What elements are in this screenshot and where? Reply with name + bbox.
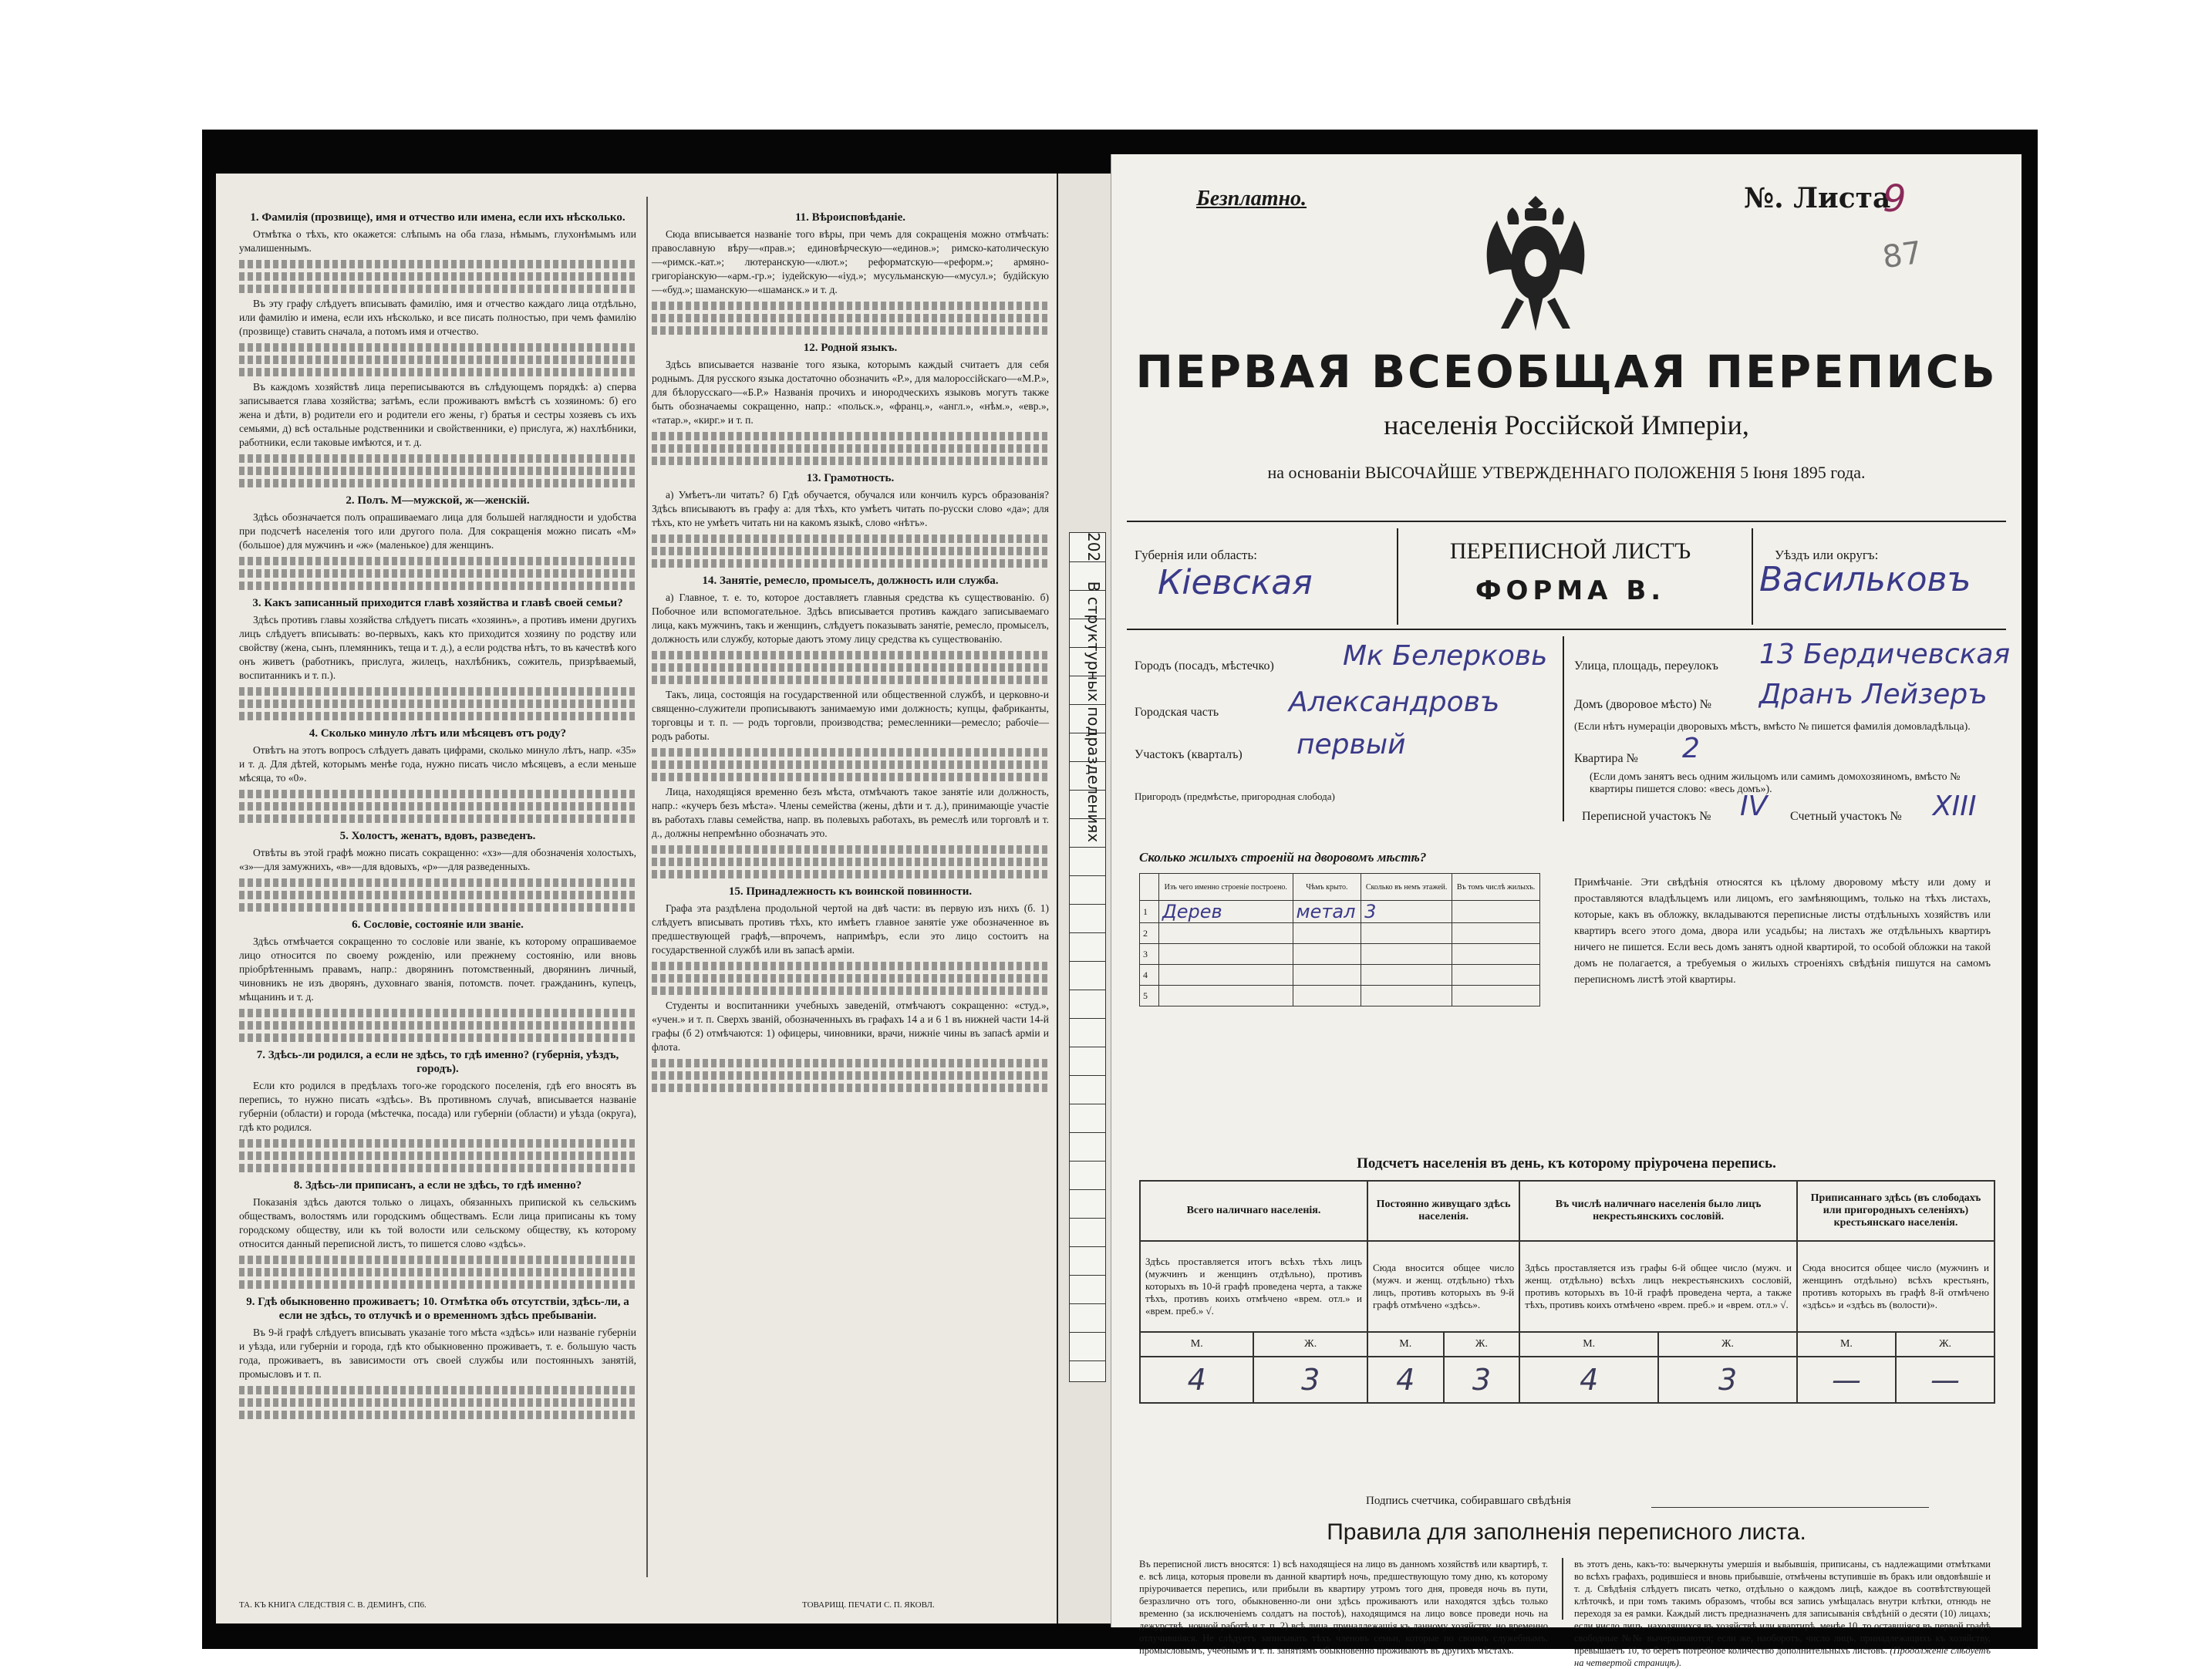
- illegible-text-line: [652, 457, 1049, 465]
- archive-label: [1083, 532, 1103, 1381]
- suburb-label: Пригородъ (предмѣстье, пригородная слобода): [1135, 791, 1335, 802]
- illegible-text-line: [652, 1059, 1049, 1067]
- instruction-heading: 15. Принадлежность къ воинской повинности.: [728, 885, 973, 898]
- illegible-text-line: [652, 962, 1049, 970]
- count-district-value: XIII: [1933, 791, 1977, 822]
- building-cell-floors: [1361, 986, 1452, 1006]
- city-value: Мк Белерковь: [1343, 640, 1548, 672]
- illegible-text-line: [239, 1009, 636, 1017]
- pop-desc-peasant: Сюда вносится общее число (мужчинъ и женщинъ отдѣльно) всѣхъ крестьянъ, противъ которыхъ въ графѣ 8-й отмѣчено «здѣсь» и «здѣсь въ (волости)».: [1797, 1241, 1995, 1332]
- rules-continuation: (Продолженіе слѣдуетъ на четвертой страницѣ).: [1574, 1645, 1991, 1668]
- population-value: 4: [1367, 1357, 1444, 1403]
- instruction-heading: 6. Сословіе, состояніе или званіе.: [352, 919, 524, 931]
- instruction-paragraph: Здѣсь вписывается названіе того языка, которымъ каждый считаетъ для себя роднымъ. Для русского языка достаточно обозначить «Р.», для малороссійскаго—«М.Р.», для бѣлорусскаго—«Б.Р.» Названія прочихъ и инородческихъ языковъ могутъ также быть обозначаемы сокращенно, напр.: «польск.», «франц.», «англ.», «нѣм.», «евр.», «татар.», «кирг.» и т. п.: [652, 359, 1049, 426]
- census-district-label: Переписной участокъ №: [1582, 810, 1711, 823]
- building-cell-roof: [1293, 923, 1361, 944]
- list-title: ПЕРЕПИСНОЙ ЛИСТЪ: [1449, 538, 1691, 564]
- uyezd-value: Васильковъ: [1759, 560, 1971, 599]
- instruction-paragraph: Показанія здѣсь даются только о лицахъ, обязанныхъ припиской къ сельскимъ обществамъ, волостямъ или городскимъ обществамъ. Если лица приписаны къ тому городскому обществу, или къ той волости или сельскому обществу, къ которому относится данный переписной листъ, то пишется слово «здѣсь».: [239, 1196, 636, 1249]
- pop-desc-permanent: Сюда вносится общее число (мужч. и женщ. отдѣльно) тѣхъ лицъ, противъ которыхъ въ 9-й графѣ отмѣчено «здѣсь».: [1367, 1241, 1519, 1332]
- building-row: [1140, 901, 1540, 923]
- illegible-text-line: [652, 547, 1049, 555]
- population-value: 3: [1658, 1357, 1797, 1403]
- instruction-paragraph: Отвѣтъ на этотъ вопросъ слѣдуетъ давать цифрами, сколько минуло лѣтъ, напр. «35» и т. д. Для дѣтей, которымъ менѣе года, нужно писать число мѣсяцевъ, а если меньше мѣсяца, то «0».: [239, 744, 636, 784]
- gubernia-value: Кіевская: [1158, 563, 1313, 602]
- city-part-label: Городская часть: [1135, 706, 1219, 719]
- illegible-text-line: [239, 891, 636, 899]
- city-label: Городъ (посадъ, мѣстечко): [1135, 659, 1274, 673]
- census-main-title: ПЕРВАЯ ВСЕОБЩАЯ ПЕРЕПИСЬ: [1135, 346, 1998, 398]
- apartment-label: Квартира №: [1574, 752, 1638, 765]
- illegible-text-line: [652, 432, 1049, 440]
- rules-column-2-text: въ этотъ день, какъ-то: вычеркнуты умершія и выбывшія, приписаны, съ надлежащими отмѣтками во всѣхъ графахъ, родившіеся и вновь прибывшіе, отмѣчены вступившіе въ бракъ или овдовѣвшіе и т. д. Свѣдѣнія слѣдуетъ писать четко, отдѣльно о каждомъ лицѣ, каждое въ соотвѣтствующей клѣточкѣ, и при томъ такимъ образомъ, чтобы вся запись умѣщалась внутри клѣтки, отнюдь не переходя за ея рамки. Каждый листъ предназначенъ для записыванія свѣдѣній о десяти (10) лицахъ; если число лицъ, находящихся въ хозяйствѣ или квартирѣ, менѣе 10, то оставшіяся въ первой графѣ свободные №№ вычеркиваются; если же, наоборотъ, число лицъ, принадлежащихъ къ хозяйству, превышаетъ 10, то беретъ потребное количество дополнительныхъ листовъ.: [1574, 1559, 1991, 1656]
- sheet-number-label: №. Листа: [1744, 182, 1891, 214]
- building-row: [1140, 923, 1540, 944]
- header-rule: [1127, 521, 2006, 522]
- count-district-label: Счетный участокъ №: [1790, 810, 1902, 823]
- illegible-text-line: [239, 356, 636, 364]
- instruction-paragraph: Въ эту графу слѣдуетъ вписывать фамилію, имя и отчество каждаго лица отдѣльно, или фамилію и имена, если ихъ нѣсколько, и все писать полностью, при чемъ фамилію (прозвище) ставить сначала, а потомъ имя и отчество.: [239, 298, 636, 337]
- building-cell-floors: [1361, 923, 1452, 944]
- building-cell-material: [1159, 965, 1293, 986]
- illegible-text-line: [239, 802, 636, 811]
- instruction-paragraph: Здѣсь отмѣчается сокращенно то сословіе или званіе, къ которому опрашиваемое лицо относится по своему рожденію, или прежнему состоянію, или вновь пріобрѣтеннымъ правамъ, напр.: дворянинъ потомственный, дворянинъ личный, чиновникъ не изъ дворянъ, духовнаго званія, потомств. почет. гражданинъ, купецъ, мѣщанинъ и т. д.: [239, 936, 636, 1003]
- illegible-text-line: [239, 582, 636, 590]
- instruction-heading: 11. Вѣроисповѣданіе.: [795, 211, 905, 224]
- illegible-text-line: [652, 302, 1049, 310]
- population-value: 4: [1519, 1357, 1658, 1403]
- illegible-text-line: [652, 870, 1049, 878]
- pop-header-permanent: Постоянно живущаго здѣсь населенія.: [1367, 1181, 1519, 1241]
- building-cell-n: 2: [1140, 923, 1159, 944]
- free-of-charge-label: Безплатно.: [1196, 187, 1307, 211]
- illegible-text-line: [652, 314, 1049, 322]
- building-cell-n: 1: [1140, 901, 1159, 923]
- building-cell-living: [1452, 944, 1540, 965]
- instruction-heading: 12. Родной языкъ.: [803, 342, 898, 354]
- male-label: М.: [1519, 1332, 1658, 1357]
- rules-column-2: [1574, 1558, 1991, 1669]
- gubernia-label: Губернія или область:: [1135, 548, 1257, 562]
- male-label: М.: [1367, 1332, 1444, 1357]
- building-row: [1140, 944, 1540, 965]
- illegible-text-line: [652, 663, 1049, 672]
- instruction-heading: 1. Фамилія (прозвище), имя и отчество или имена, если ихъ нѣсколько.: [250, 211, 625, 224]
- pop-desc-non-peasant: Здѣсь проставляется изъ графы 6-й общее число (мужч. и женщ. отдѣльно) всѣхъ лицъ некрестьянскихъ сословій, противъ которыхъ въ 10-й графѣ проведена черта, а также тѣхъ, противъ коихъ отмѣчено «врем. преб.» и «врем. отл.» √.: [1519, 1241, 1797, 1332]
- instruction-paragraph: Если кто родился в предѣлахъ того-же городского поселенія, гдѣ его вносятъ въ перепись, то нужно писать «здѣсь». Въ противномъ случаѣ, вписывается названіе губерніи (области) и города (мѣстечка, посада) или губерніи (области) и уѣзда (округа), гдѣ кто родился.: [239, 1080, 636, 1133]
- instruction-heading: 7. Здѣсь-ли родился, а если не здѣсь, то гдѣ именно? (губернія, уѣздъ, городъ).: [256, 1049, 619, 1075]
- illegible-text-line: [239, 700, 636, 708]
- archive-text: В структурных подразделениях: [1084, 581, 1103, 843]
- illegible-text-line: [239, 285, 636, 293]
- illegible-text-line: [239, 878, 636, 887]
- double-headed-eagle-icon: [1474, 190, 1597, 336]
- divider: [1752, 528, 1753, 625]
- header-rule: [1127, 629, 2006, 630]
- illegible-text-line: [239, 1256, 636, 1264]
- col-roof: Чѣмъ крыто.: [1293, 874, 1361, 901]
- illegible-text-line: [652, 559, 1049, 568]
- instruction-heading: 2. Полъ. М—мужской, ж—женскій.: [346, 494, 530, 507]
- illegible-text-line: [239, 272, 636, 281]
- illegible-text-line: [652, 1084, 1049, 1092]
- illegible-text-line: [239, 1268, 636, 1276]
- illegible-text-line: [239, 1280, 636, 1289]
- district-label: Участокъ (кварталъ): [1135, 748, 1243, 761]
- left-column-2: [652, 204, 1049, 1096]
- pop-header-peasant: Приписаннаго здѣсь (въ слободахъ или пригородныхъ селеніяхъ) крестьянскаго населенія.: [1797, 1181, 1995, 1241]
- illegible-text-line: [652, 534, 1049, 543]
- instruction-paragraph: Здѣсь противъ главы хозяйства слѣдуетъ писать «хозяинъ», а противъ имени другихъ лицъ слѣдуетъ вписывать: во-первыхъ, какъ кто приходится хозяину по родству или свойству (жена, сынъ, племянникъ, теща и т. д.), а если родства нѣтъ, то въ качествѣ кого онъ живетъ (работникъ, прислуга, жилецъ, нахлѣбникъ, сожитель, призрѣваемый, воспитанникъ и т. п.).: [239, 614, 636, 681]
- illegible-text-line: [239, 368, 636, 376]
- apartment-value: 2: [1682, 733, 1700, 764]
- illegible-text-line: [652, 858, 1049, 866]
- illegible-text-line: [239, 712, 636, 720]
- building-cell-n: 5: [1140, 986, 1159, 1006]
- population-value: 3: [1253, 1357, 1367, 1403]
- illegible-text-line: [652, 760, 1049, 769]
- building-cell-material: [1159, 944, 1293, 965]
- pop-header-non-peasant: Въ числѣ наличнаго населенія было лицъ некрестьянскихъ сословій.: [1519, 1181, 1797, 1241]
- col-living: Въ томъ числѣ жилыхъ.: [1452, 874, 1540, 901]
- population-value: 4: [1140, 1357, 1253, 1403]
- building-cell-floors: [1361, 944, 1452, 965]
- illegible-text-line: [239, 1033, 636, 1042]
- building-cell-roof: [1293, 944, 1361, 965]
- building-cell-roof: [1293, 986, 1361, 1006]
- district-value: первый: [1297, 729, 1406, 760]
- census-district-value: IV: [1740, 791, 1768, 822]
- instruction-paragraph: Въ 9-й графѣ слѣдуетъ вписывать указаніе того мѣста «здѣсь» или названіе губерніи и уѣзда, или губерніи и города, гдѣ кто обыкновенно проживаетъ, т. е. большую часть года, проживаетъ, въ зависимости отъ своей службы или постоянныхъ занятій, промысловъ и т. п.: [239, 1327, 636, 1380]
- instruction-paragraph: Отмѣтка о тѣхъ, кто окажется: слѣпымъ на оба глаза, нѣмымъ, глухонѣмымъ или умалишеннымъ.: [239, 228, 636, 254]
- archive-number: 202: [1084, 532, 1103, 562]
- illegible-text-line: [239, 260, 636, 268]
- instruction-paragraph: Отвѣты въ этой графѣ можно писать сокращенно: «хз»—для обозначенія холостыхъ, «з»—для замужнихъ, «в»—для вдовыхъ, «р»—для разведенныхъ.: [239, 847, 636, 872]
- building-cell-living: [1452, 965, 1540, 986]
- illegible-text-line: [652, 986, 1049, 995]
- buildings-question: Сколько жилыхъ строеній на дворовомъ мѣстѣ?: [1139, 850, 1427, 865]
- census-legal-basis: на основаніи ВЫСОЧАЙШЕ УТВЕРЖДЕННАГО ПОЛОЖЕНІЯ 5 Іюня 1895 года.: [1267, 463, 1866, 482]
- female-label: Ж.: [1253, 1332, 1367, 1357]
- illegible-text-line: [239, 343, 636, 352]
- female-label: Ж.: [1658, 1332, 1797, 1357]
- left-footer-printer: ТА. КЪ КНИГА СЛЕДСТВІЯ С. В. ДЕМИНЪ, СП6.: [239, 1600, 427, 1610]
- rules-column-1: Въ переписной листъ вносятся: 1) всѣ находящіеся на лицо въ данномъ хозяйствѣ или квартирѣ, т. е. всѣ лица, которыя провели въ данной квартирѣ ночь, предшествующую тому дню, къ которому пріурочивается перепись, или прибыли въ квартиру утромъ того дня, проведя ночь въ пути, безразлично отъ того, обыкновенно-ли они здѣсь проживаютъ или находятся здѣсь только временно (за исключеніемъ солдатъ на постоѣ), находящимся на лицо вовсе проведи ночь на дежурствѣ, ночной работѣ и т. п. 2) всѣ лица, принадлежащія къ данному хозяйству, но временно отлучившіяся. Не слѣдуетъ записывать тѣхъ членовъ семьи, которые по своимъ служебнымъ, промысловымъ, учебнымъ и т. п. занятіямъ обыкновенно проживаютъ въ другихъ мѣстахъ.: [1139, 1559, 1548, 1656]
- illegible-text-line: [652, 773, 1049, 781]
- illegible-text-line: [239, 687, 636, 696]
- instruction-paragraph: Сюда вписывается названіе того вѣры, при чемъ для сокращенія можно отмѣчать: православную вѣру—«прав.»; единовѣрческую—«единов.»; римско-католическую—«римск.-кат.»; лютеранскую—«лют.»; реформатскую—«реформ.»; армяно-григоріанскую—«арм.-гр.»; іудейскую—«іуд.»; мусульманскую—«мусул.»; будійскую—«буд.»; шаманскую—«шаманск.» и т. д.: [652, 228, 1049, 295]
- population-value: 3: [1444, 1357, 1520, 1403]
- illegible-text-line: [239, 1151, 636, 1160]
- illegible-text-line: [239, 1411, 636, 1419]
- building-cell-material: Дерев: [1159, 901, 1293, 923]
- pencil-folio-number: 87: [1880, 234, 1924, 276]
- illegible-text-line: [239, 454, 636, 463]
- instruction-heading: 3. Какъ записанный приходится главѣ хозяйства и главѣ своей семьи?: [252, 597, 623, 609]
- illegible-text-line: [652, 676, 1049, 684]
- building-cell-n: 3: [1140, 944, 1159, 965]
- illegible-text-line: [239, 1164, 636, 1172]
- divider: [1563, 636, 1564, 821]
- illegible-text-line: [239, 903, 636, 912]
- instruction-paragraph: Здѣсь обозначается полъ опрашиваемаго лица для большей наглядности и удобства при подсчетѣ населенія того или другого пола. Для сокращенія можно писать «М» (большое) для мужчинъ и «ж» (маленькое) для женщинъ.: [239, 511, 636, 551]
- building-cell-floors: 3: [1361, 901, 1452, 923]
- signature-line: [1651, 1507, 1929, 1508]
- instruction-heading: 9. Гдѣ обыкновенно проживаетъ; 10. Отмѣтка объ отсутствіи, здѣсь-ли, а если не здѣсь, то отлучкѣ и о временномъ здѣсь пребываніи.: [246, 1296, 629, 1322]
- house-label: Домъ (дворовое мѣсто) №: [1574, 698, 1711, 711]
- street-value: 13 Бердичевская: [1759, 639, 2011, 670]
- rules-title: Правила для заполненія переписного листа.: [1327, 1519, 1806, 1545]
- population-title: Подсчетъ населенія въ день, къ которому пріурочена перепись.: [1357, 1155, 1776, 1172]
- house-value: Дранъ Лейзеръ: [1759, 679, 1988, 710]
- right-footer-printer: ТОВАРИЩ. ПЕЧАТИ С. П. ЯКОВЛ.: [802, 1600, 935, 1610]
- buildings-table: [1139, 873, 1540, 1006]
- illegible-text-line: [239, 1139, 636, 1148]
- population-value: —: [1896, 1357, 1995, 1403]
- female-label: Ж.: [1896, 1332, 1995, 1357]
- population-table: [1139, 1180, 1995, 1404]
- instruction-heading: 5. Холостъ, женатъ, вдовъ, разведенъ.: [339, 830, 536, 842]
- census-form-page: [1111, 154, 2021, 1668]
- buildings-note: Примѣчаніе. Эти свѣдѣнія относятся къ цѣлому дворовому мѣсту или дому и проставляются владѣльцемъ или лицомъ, его замѣняющимъ, только на тѣхъ листахъ, которые, какъ въ обложку, вкладываются переписные листы отдѣльныхъ хозяйствъ или квартиръ всего этого дома, двора или усадьбы; на листахъ же отдѣльныхъ квартиръ ничего не пишется. Если весь домъ занятъ одной квартирой, то особой обложки на такой домъ не полагается, а требуемыя о жилыхъ строеніяхъ свѣдѣнія пишутся на самомъ переписномъ листѣ этой квартиры.: [1574, 877, 1991, 986]
- illegible-text-line: [652, 845, 1049, 854]
- street-label: Улица, площадь, переулокъ: [1574, 659, 1718, 673]
- instruction-heading: 13. Грамотность.: [806, 472, 895, 484]
- illegible-text-line: [652, 748, 1049, 757]
- col-floors: Сколько въ немъ этажей.: [1361, 874, 1452, 901]
- col-material: Изъ чего именно строеніе построено.: [1159, 874, 1293, 901]
- instruction-paragraph: Такъ, лица, состоящія на государственной или общественной службѣ, и церковно-и священно-служители прописываютъ занимаемую ими должность; купцы, фабриканты, торговцы и т. п. — родъ торговли, производства; ремесленники—ремесло; рабочіе—родъ работы.: [652, 689, 1049, 742]
- illegible-text-line: [239, 814, 636, 823]
- instruction-paragraph: Графа эта раздѣлена продольной чертой на двѣ части: въ первую изъ нихъ (б. 1) слѣдуетъ вписывать противъ тѣхъ, кто имѣетъ главное занятіе уже обозначенное въ предшествующей графѣ,—впрочемъ, напримѣръ, если это лицо состоитъ на государственной службѣ или въ запасѣ арміи.: [652, 902, 1049, 956]
- male-label: М.: [1140, 1332, 1253, 1357]
- city-part-value: Александровъ: [1289, 686, 1500, 718]
- illegible-text-line: [239, 479, 636, 487]
- left-page: [216, 174, 1057, 1623]
- building-cell-roof: метал: [1293, 901, 1361, 923]
- building-cell-floors: [1361, 965, 1452, 986]
- building-row: [1140, 965, 1540, 986]
- house-note: (Если нѣтъ нумераціи дворовыхъ мѣстъ, вмѣсто № пишется фамилія домовладѣльца).: [1574, 721, 1971, 733]
- instruction-paragraph: а) Умѣетъ-ли читать? б) Гдѣ обучается, обучался или кончилъ курсъ образованія? Здѣсь вписываютъ въ графу а: для тѣхъ, кто умѣетъ читать по-русски слово «да»; для тѣхъ, кто не умѣетъ читать ни на какомъ языкѣ, слово «нѣтъ».: [652, 489, 1049, 528]
- female-label: Ж.: [1444, 1332, 1520, 1357]
- building-cell-material: [1159, 923, 1293, 944]
- population-value: —: [1797, 1357, 1896, 1403]
- instruction-paragraph: Лица, находящіяся временно безъ мѣста, отмѣчаютъ такое занятіе или должность, напр.: «кучеръ безъ мѣста». Члены семейства (жены, дѣти и т. д.), принимающіе участіе въ работахъ главы семейства, напр. въ полевыхъ работахъ, въ ремеслѣ или торговлѣ и т. д., должны непремѣнно обозначать это.: [652, 786, 1049, 839]
- illegible-text-line: [239, 557, 636, 565]
- instruction-heading: 4. Сколько минуло лѣтъ или мѣсяцевъ отъ роду?: [309, 727, 567, 740]
- illegible-text-line: [652, 326, 1049, 335]
- instruction-heading: 14. Занятіе, ремесло, промыселъ, должность или служба.: [702, 575, 999, 587]
- illegible-text-line: [652, 651, 1049, 659]
- enumerator-signature-label: Подпись счетчика, собиравшаго свѣдѣнія: [1366, 1495, 1571, 1507]
- illegible-text-line: [239, 1398, 636, 1407]
- building-row: [1140, 986, 1540, 1006]
- building-cell-living: [1452, 986, 1540, 1006]
- illegible-text-line: [652, 974, 1049, 983]
- instruction-heading: 8. Здѣсь-ли приписанъ, а если не здѣсь, то гдѣ именно?: [293, 1179, 582, 1192]
- building-cell-roof: [1293, 965, 1361, 986]
- list-form: ФОРМА В.: [1475, 575, 1666, 606]
- building-cell-n: 4: [1140, 965, 1159, 986]
- illegible-text-line: [239, 467, 636, 475]
- illegible-text-line: [652, 444, 1049, 453]
- rules-divider: [1562, 1558, 1563, 1620]
- male-label: М.: [1797, 1332, 1896, 1357]
- illegible-text-line: [652, 1071, 1049, 1080]
- illegible-text-line: [239, 1021, 636, 1030]
- divider: [1397, 528, 1398, 625]
- pop-header-total: Всего наличнаго населенія.: [1140, 1181, 1367, 1241]
- instruction-paragraph: Студенты и воспитанники учебныхъ заведеній, отмѣчаютъ сокращенно: «студ.», «учен.» и т. п. Сверхъ званій, обозначенныхъ въ графахъ 14 а и 6 1 въ нижней части 14-й графы (б 2) отмѣчаются: 1) офицеры, чиновники, врачи, нижніе чины въ запасѣ арміи и флота.: [652, 1000, 1049, 1053]
- left-column-1: [239, 204, 636, 1423]
- illegible-text-line: [239, 1386, 636, 1394]
- building-cell-material: [1159, 986, 1293, 1006]
- census-subtitle: населенія Россійской Имперіи,: [1384, 410, 1749, 440]
- apartment-note: (Если домъ занятъ весь одним жильцомъ или самимъ домохозяиномъ, вмѣсто № квартиры пишется слово: «весь домъ»).: [1590, 771, 1961, 795]
- illegible-text-line: [239, 790, 636, 798]
- column-divider: [646, 197, 648, 1577]
- building-cell-living: [1452, 901, 1540, 923]
- instruction-paragraph: Въ каждомъ хозяйствѣ лица переписываются въ слѣдующемъ порядкѣ: а) сперва записывается глава хозяйства; затѣмъ, если проживаютъ вмѣстѣ съ хозяиномъ: б) его жена и дѣти, в) родители его и родители его жены, г) братья и сестры хозяевъ съ ихъ семьями, д) всѣ остальные родственники и свойственники, е) прислуга, ж) нахлѣбники, работники, если таковые имѣются, и т. д.: [239, 381, 636, 448]
- sheet-number-value: 9: [1883, 177, 1907, 221]
- building-cell-living: [1452, 923, 1540, 944]
- illegible-text-line: [239, 569, 636, 578]
- pop-desc-total: Здѣсь проставляется итогъ всѣхъ тѣхъ лицъ (мужчинъ и женщинъ отдѣльно), противъ которыхъ въ 10-й графѣ проведена черта, а также тѣхъ, противъ коихъ отмѣчено «врем. отл.» и «врем. преб.» √.: [1140, 1241, 1367, 1332]
- instruction-paragraph: а) Главное, т. е. то, которое доставляетъ главныя средства къ существованію. б) Побочное или вспомогательное. Здѣсь вписывается противъ каждаго записываемаго лица, какъ мужчинъ, такъ и женщинъ, слѣдуетъ показывать занятіе, ремесло, промыселъ, должность или службу, которые даютъ этому лицу средства къ существованію.: [652, 592, 1049, 645]
- uyezd-label: Уѣздъ или округъ:: [1775, 548, 1879, 562]
